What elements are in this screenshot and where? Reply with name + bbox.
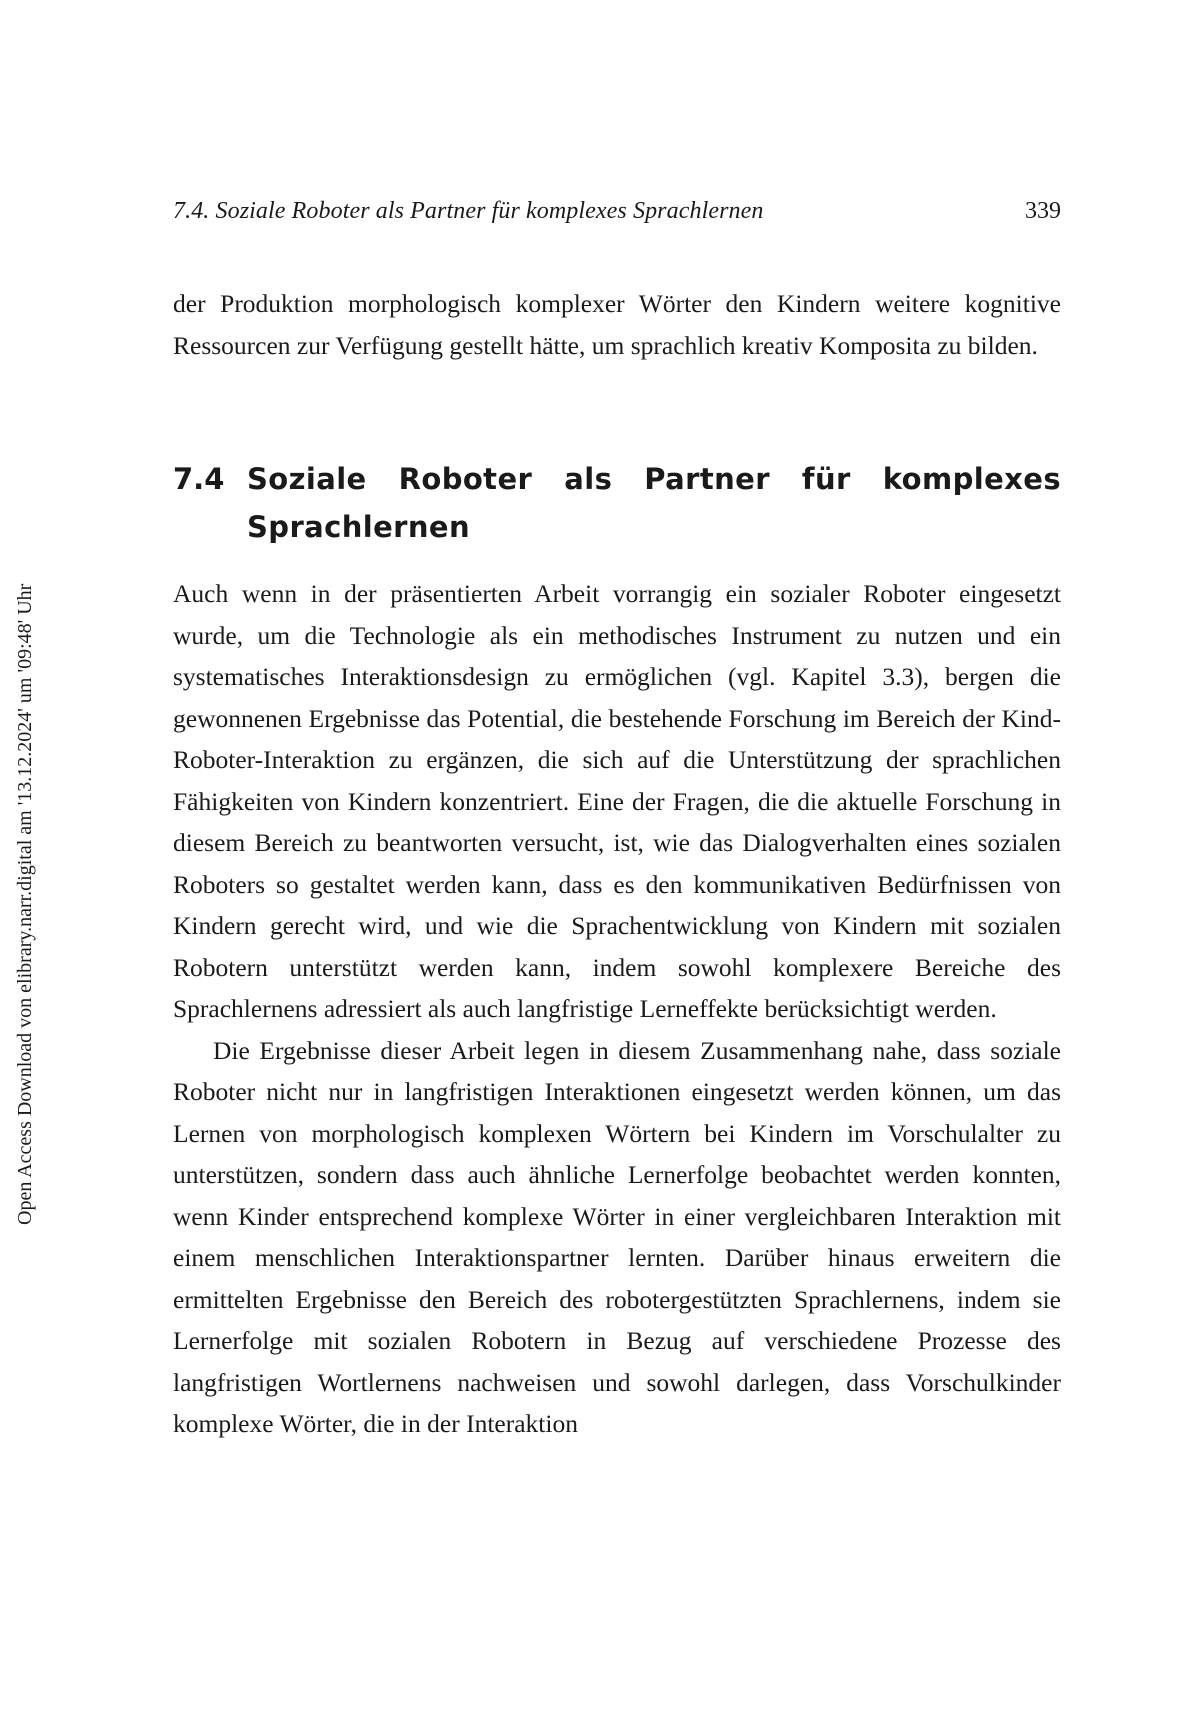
paragraph-1: Auch wenn in der präsentierten Arbeit vorrangig ein sozialer Roboter eingesetzt wurde, um die Technologie als ein methodisches Instrument zu nutzen und ein systematisches Interaktionsdesign zu ermöglichen (vgl. Kapitel 3.3), bergen die gewonnenen Ergebnisse das Potential, die bestehende Forschung im Bereich der Kind-Roboter-Interaktion zu ergänzen, die sich auf die Unterstützung der sprachlichen Fähigkeiten von Kindern konzentriert. Eine der Fragen, die die aktuelle Forschung in diesem Bereich zu beantworten versucht, ist, wie das Dialogverhalten eines sozialen Roboters so gestaltet werden kann, dass es den kommunikativen Bedürfnissen von Kindern gerecht wird, und wie die Sprachentwicklung von Kindern mit sozialen Robotern unterstützt werden kann, indem sowohl komplexere Bereiche des Sprachlernens adressiert als auch langfristige Lerneffekte berücksichtigt werden. xyxy=(173,579,1061,1023)
section-title: Soziale Roboter als Partner für komplexes Sprachlernen xyxy=(247,462,1061,544)
paragraph-2: Die Ergebnisse dieser Arbeit legen in diesem Zusammenhang nahe, dass soziale Roboter nicht nur in langfristigen Interaktionen eingesetzt werden können, um das Lernen von morphologisch komplexen Wörtern bei Kindern im Vorschulalter zu unterstützen, sondern dass auch ähnliche Lernerfolge beobachtet werden konnten, wenn Kinder entsprechend komplexe Wörter in einer vergleichbaren Interaktion mit einem menschlichen Interaktionspartner lernten. Darüber hinaus erweitern die ermittelten Ergebnisse den Bereich des robotergestützten Sprachlernens, indem sie Lernerfolge mit sozialen Robotern in Bezug auf verschiedene Prozesse des langfristigen Wortlernens nachweisen und sowohl darlegen, dass Vorschulkinder komplexe Wörter, die in der Interaktion xyxy=(173,1035,1061,1438)
download-watermark: Open Access Download von elibrary.narr.digital am '13.12.2024' um '09:48' Uhr xyxy=(14,583,36,1225)
running-header xyxy=(173,198,1061,234)
intro-paragraph: der Produktion morphologisch komplexer Wörter den Kindern weitere kognitive Ressourcen zur Verfügung gestellt hätte, um sprachlich kreativ Komposita zu bilden. xyxy=(173,289,1061,360)
section-body xyxy=(173,573,1061,1445)
page-number: 339 xyxy=(1025,198,1061,224)
running-title: 7.4. Soziale Roboter als Partner für komplexes Sprachlernen xyxy=(173,198,764,224)
section-number: 7.4 xyxy=(173,462,225,496)
